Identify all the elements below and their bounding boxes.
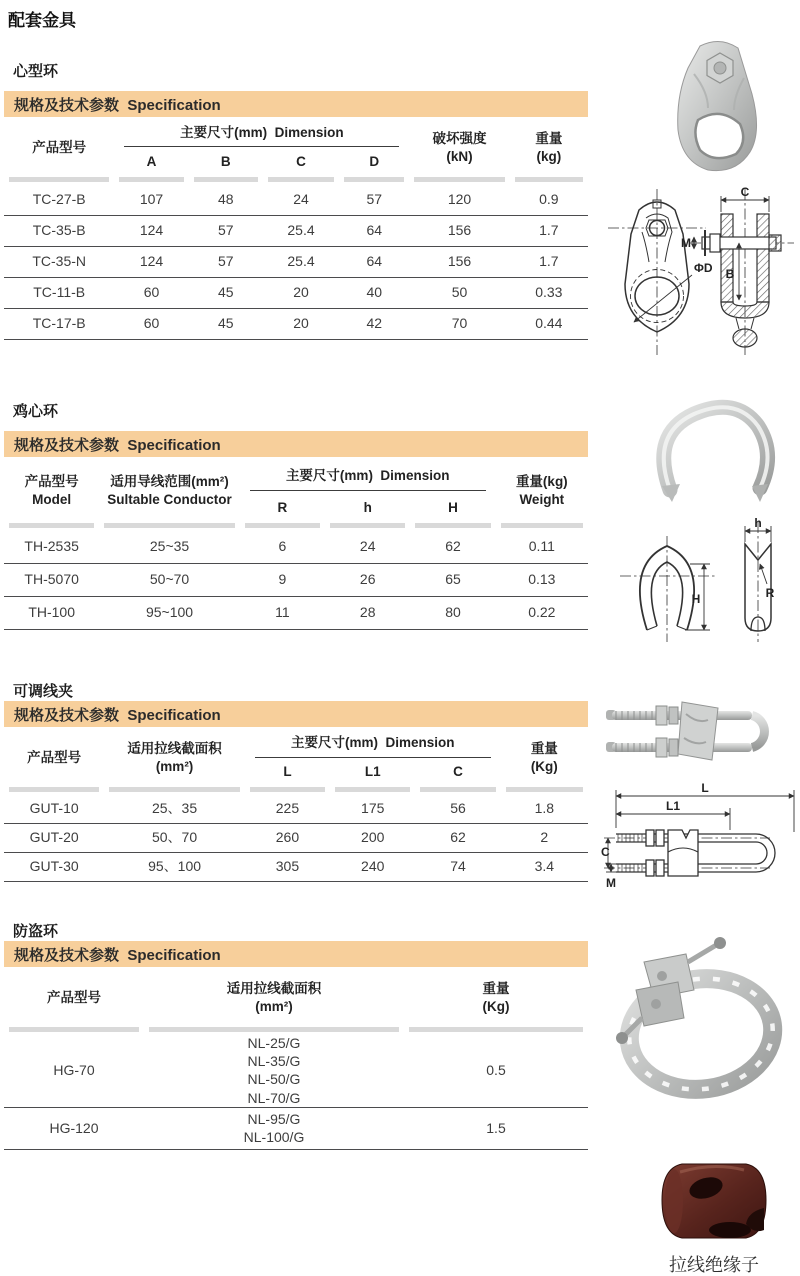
spec-header-label: 规格及技术参数 Specification	[14, 436, 221, 454]
col-header-strength: 破坏强度 (kN)	[432, 131, 487, 164]
table-row: TC-11-B 60 45 20 40 50 0.33	[4, 277, 588, 308]
table-row: TC-35-N 124 57 25.4 64 156 1.7	[4, 246, 588, 277]
thimble-photo	[636, 392, 791, 510]
table-row: TC-27-B 107 48 24 57 120 0.9	[4, 184, 588, 215]
col-header-conductor: 适用拉线截面积 (mm²)	[226, 981, 322, 1014]
col-header-weight: 重量(kg) Weight	[515, 474, 568, 507]
col-header-model: 产品型号	[47, 990, 101, 1006]
col-header-dimension-group: 主要尺寸(mm) Dimension	[114, 121, 409, 148]
sub-col-b: B	[220, 153, 231, 169]
table-row: TC-35-B 124 57 25.4 64 156 1.7	[4, 215, 588, 246]
table-row: HG-70 NL-25/G NL-35/G NL-50/G NL-70/G 0.5	[4, 1034, 588, 1107]
heart-ring-body	[678, 41, 757, 170]
col-header-conductor: 适用拉线截面积 (mm²)	[127, 741, 222, 774]
section-title-heart-ring: 心型环	[13, 63, 59, 80]
clamp-bracket	[616, 937, 726, 1044]
table-divider	[4, 175, 588, 184]
spec-header-label: 规格及技术参数 Specification	[14, 96, 221, 114]
dim-label-b: B	[725, 267, 735, 281]
sub-col-l1: L1	[364, 764, 381, 780]
spec-table-anti-theft-ring	[4, 971, 588, 1150]
u-bolt-outline	[616, 830, 775, 876]
table-divider	[4, 785, 588, 794]
guy-wire-insulator-photo	[644, 1150, 784, 1248]
col-header-conductor: 适用导线范围(mm²) Sultable Conductor	[107, 474, 232, 507]
heart-ring-diagram	[602, 186, 798, 358]
table-row: GUT-30 95、100 305 240 74 3.4	[4, 852, 588, 881]
dim-label-h-big: H	[691, 592, 701, 606]
dim-label-r: R	[765, 586, 775, 600]
dim-label-l: L	[701, 782, 709, 795]
page-title: 配套金具	[8, 11, 76, 30]
spec-header-label: 规格及技术参数 Specification	[14, 946, 221, 964]
insulator-caption: 拉线绝缘子	[669, 1255, 759, 1275]
spec-header-bar-2	[4, 431, 588, 457]
sub-col-d: D	[369, 153, 380, 169]
spec-header-label: 规格及技术参数 Specification	[14, 706, 221, 724]
table-row: TH-100 95~100 11 28 80 0.22	[4, 596, 588, 629]
dim-label-c: C	[740, 186, 750, 199]
spec-header-bar-1	[4, 91, 588, 117]
table-divider	[4, 521, 588, 530]
spec-table-adjustable-clamp	[4, 731, 588, 882]
dim-label-c: C	[601, 845, 610, 859]
dim-label-m: M	[606, 876, 616, 890]
insulator-body	[662, 1164, 766, 1238]
section-title-adjustable-clamp: 可调线夹	[13, 683, 74, 700]
table-row: TH-2535 25~35 6 24 62 0.11	[4, 530, 588, 563]
table-row: GUT-10 25、35 225 175 56 1.8	[4, 794, 588, 823]
col-header-dimension-group: 主要尺寸(mm) Dimension	[245, 731, 501, 759]
spec-header-bar-4	[4, 941, 588, 967]
u-bolt-body	[606, 702, 764, 760]
anti-theft-ring-photo	[606, 930, 791, 1102]
section-title-thimble: 鸡心环	[13, 403, 59, 420]
col-header-model: 产品型号 Model	[24, 474, 79, 507]
section-title-anti-theft-ring: 防盗环	[13, 923, 59, 940]
dim-label-m: M	[681, 236, 691, 250]
adjustable-clamp-photo	[598, 686, 798, 778]
heart-ring-photo	[648, 34, 793, 184]
col-header-dimension-group: 主要尺寸(mm) Dimension	[240, 461, 496, 495]
thimble-diagram	[612, 518, 792, 646]
sub-col-h: h	[363, 500, 372, 516]
spec-table-heart-ring	[4, 121, 588, 340]
sub-col-c: C	[296, 153, 306, 169]
col-header-weight: 重量 (Kg)	[482, 981, 510, 1014]
dim-label-l1: L1	[665, 799, 681, 813]
spec-header-bar-3	[4, 701, 588, 727]
col-header-weight: 重量 (kg)	[535, 131, 563, 164]
table-row: GUT-20 50、70 260 200 62 2	[4, 823, 588, 852]
dimension-lines	[634, 196, 769, 322]
sub-col-c: C	[453, 764, 463, 780]
thimble-body	[662, 407, 768, 502]
sub-col-a: A	[146, 153, 157, 169]
col-header-model: 产品型号	[27, 750, 82, 766]
conductor-list: NL-95/G NL-100/G	[144, 1107, 404, 1149]
col-header-model: 产品型号	[32, 140, 87, 156]
sub-col-l: L	[283, 764, 292, 780]
sub-col-hh: H	[448, 500, 458, 516]
sub-col-r: R	[277, 500, 288, 516]
section-view	[702, 214, 781, 347]
adjustable-clamp-diagram	[598, 782, 800, 890]
table-row: TC-17-B 60 45 20 42 70 0.44	[4, 308, 588, 339]
col-header-weight: 重量 (Kg)	[530, 741, 558, 774]
dimension-lines	[606, 790, 794, 872]
dim-label-phi-d: ΦD	[694, 261, 713, 275]
dim-label-h-small: h	[754, 518, 762, 530]
table-row: HG-120 NL-95/G NL-100/G 1.5	[4, 1107, 588, 1149]
spec-table-thimble	[4, 461, 588, 630]
table-divider	[4, 1025, 588, 1034]
table-row: TH-5070 50~70 9 26 65 0.13	[4, 563, 588, 596]
conductor-list: NL-25/G NL-35/G NL-50/G NL-70/G	[144, 1034, 404, 1107]
